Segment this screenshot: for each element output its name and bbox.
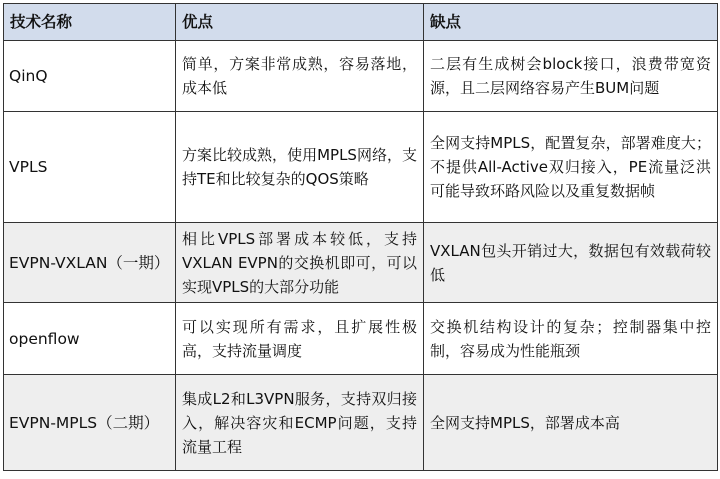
table-header-row <box>4 4 718 41</box>
table-row <box>4 375 718 471</box>
table-row <box>4 41 718 112</box>
row-tech-name: EVPN-VXLAN（一期） <box>4 223 176 303</box>
row-cons: 全网支持MPLS，部署成本高 <box>424 375 718 471</box>
row-cons: VXLAN包头开销过大，数据包有效载荷较低 <box>424 223 718 303</box>
header-tech-name: 技术名称 <box>4 4 176 41</box>
header-pros: 优点 <box>176 4 424 41</box>
row-cons: 二层有生成树会block接口，浪费带宽资源，且二层网络容易产生BUM问题 <box>424 41 718 112</box>
row-tech-name: openflow <box>4 303 176 375</box>
row-cons: 交换机结构设计的复杂；控制器集中控制，容易成为性能瓶颈 <box>424 303 718 375</box>
row-tech-name: QinQ <box>4 41 176 112</box>
row-tech-name: VPLS <box>4 112 176 223</box>
comparison-table-wrapper <box>3 3 717 471</box>
header-cons: 缺点 <box>424 4 718 41</box>
row-cons: 全网支持MPLS，配置复杂，部署难度大；不提供All-Active双归接入，PE流量泛洪可能导致环路风险以及重复数据帧 <box>424 112 718 223</box>
table-row <box>4 303 718 375</box>
technology-comparison-table <box>3 3 718 471</box>
table-row <box>4 112 718 223</box>
table-row <box>4 223 718 303</box>
row-pros: 可以实现所有需求，且扩展性极高，支持流量调度 <box>176 303 424 375</box>
row-pros: 简单，方案非常成熟，容易落地，成本低 <box>176 41 424 112</box>
row-pros: 相比VPLS部署成本较低，支持VXLAN EVPN的交换机即可，可以实现VPLS的大部分功能 <box>176 223 424 303</box>
row-tech-name: EVPN-MPLS（二期） <box>4 375 176 471</box>
row-pros: 集成L2和L3VPN服务，支持双归接入，解决容灾和ECMP问题，支持流量工程 <box>176 375 424 471</box>
row-pros: 方案比较成熟，使用MPLS网络，支持TE和比较复杂的QOS策略 <box>176 112 424 223</box>
